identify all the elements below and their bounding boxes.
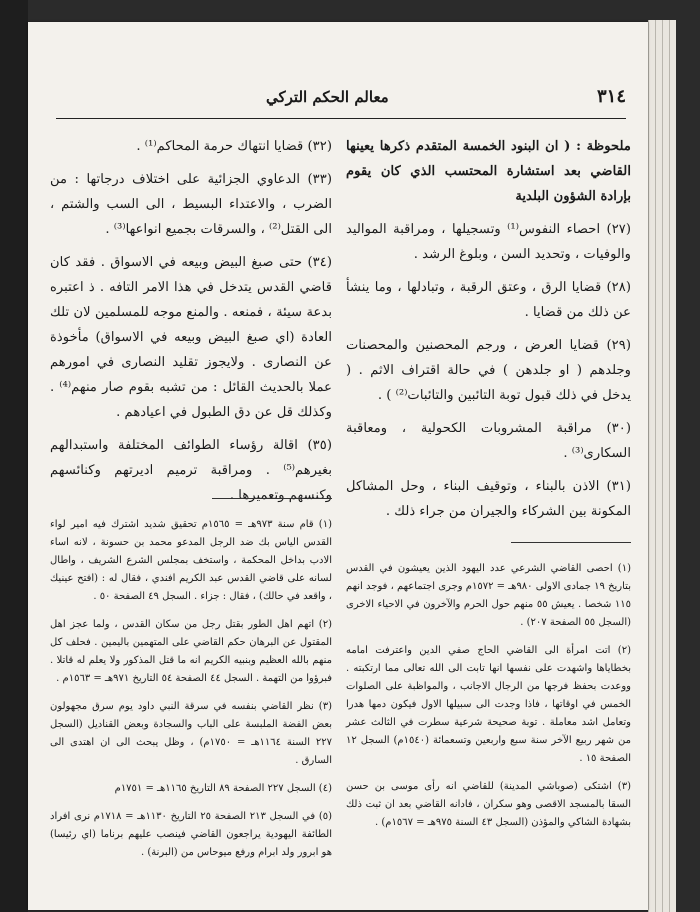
footnote-rule — [212, 498, 332, 499]
list-item: (٢٨) قضايا الرق ، وعتق الرقبة ، وتبادلها ، وما ينشأ عن ذلك من قضايا . — [346, 280, 631, 320]
left-footnotes — [50, 506, 332, 864]
footnote: (٢) اتت امرأة الى القاضي الحاج صفي الدين واعترفت امامه بخطاياها واشهدت على نفسها انها تابت الى الله تعالى مما ارتكبته . ووعدت بحفظ فرجها من الرجال الاجانب ، والمواظبة على الصلوات الخمس في اوقاتها ، فاذا وجدت الى سبيلها الاول فيكون دمها هدرا وتعامل اشد معاملة . توبة صحيحة شرعية سطرت في الثالث عشر من شهر ربيع الآخر سنة سبع واربعين وتسعمائة (١٥٤٠م) السجل ١٢ الصفحة ١٥ . — [346, 645, 632, 764]
page-edges — [648, 20, 680, 912]
note-paragraph: ملحوظة : ( ان البنود الخمسة المتقدم ذكرها يعينها القاضي بعد استشارة المحتسب الذي كان يقوم بإرادة الشؤون البلدية — [346, 139, 631, 204]
scan-background — [0, 0, 28, 912]
book-page — [28, 22, 648, 910]
list-item: (٣٠) مراقبة المشروبات الكحولية ، ومعاقبة السكارى⁽³⁾ . — [346, 421, 631, 461]
right-column — [346, 134, 631, 532]
right-footnotes — [346, 550, 631, 834]
footnote-rule — [511, 542, 631, 543]
footnote: (١) احصى القاضي الشرعي عدد اليهود الذين يعيشون في القدس بتاريخ ١٩ جمادى الاولى ٩٨٠هـ = ١٥٧٢م وجرى اجتماعهم ، فوجد انهم ١١٥ شخصا . يعيش ٥٥ منهم حول الحرم والآخرون في الاحياء الاخرى (السجل ٥٥ الصفحة ٢٠٧) . — [346, 563, 632, 628]
list-item: (٣٢) قضايا انتهاك حرمة المحاكم⁽¹⁾ . — [136, 139, 332, 154]
footnote: (٤) السجل ٢٢٧ الصفحة ٨٩ التاريخ ١١٦٥هـ = ١٧٥١م — [114, 783, 332, 794]
list-item: (٣١) الاذن بالبناء ، وتوقيف البناء ، وحل المشاكل المكونة بين الشركاء والجيران من جراء ذلك . — [346, 479, 631, 519]
list-item: (٢٩) قضايا العرض ، ورجم المحصنين والمحصنات وجلدهم ( او جلدهن ) في حالة اقتراف الاثم . ( يدخل في ذلك قبول توبة التائبين والتائبات⁽²⁾ ) . — [346, 338, 631, 403]
left-column — [50, 134, 332, 516]
list-item: (٣٣) الدعاوي الجزائية على اختلاف درجاتها : من الضرب ، والاعتداء البسيط ، الى السب والشتم ، الى القتل⁽²⁾ ، والسرقات بجميع انواعها⁽³⁾ . — [50, 172, 332, 237]
footnote: (٥) في السجل ٢١٣ الصفحة ٢٥ التاريخ ١١٣٠هـ = ١٧١٨م نرى افراد الطائفة اليهودية يراجعون القاضي فينصب عليهم برناما (اي رئيسا) هو ابرور ولد ابرام ورفع ميوحاس من (البرنة) . — [50, 811, 332, 858]
footnote: (٣) نظر القاضي بنفسه في سرقة النبي داود يوم سرق مجهولون بعض الفضة الملبسة على الباب والسجادة وبعض القناديل (السجل ٢٢٧ السنة ١١٦٤هـ = ١٧٥٠م) ، وظل يبحث الى ان اهتدى الى السارق . — [50, 701, 332, 766]
footnote: (٢) اتهم اهل الطور بقتل رجل من سكان القدس ، ولما عجز اهل المقتول عن البرهان حكم القاضي على المتهمين باليمين . فحلف كل منهم بالله العظيم وبنبيه الكريم انه ما قتل المذكور ولا يعلم له قاتلا . فبرؤوا من التهمة . السجل ٤٤ الصفحة ٥٤ التاريخ ٩٧١هـ = ١٥٦٣م . — [50, 619, 332, 684]
list-item: (٢٧) احصاء النفوس⁽¹⁾ وتسجيلها ، ومراقبة المواليد والوفيات ، وتحديد السن ، وبلوغ الرشد . — [346, 222, 632, 262]
list-item: (٣٥) اقالة رؤساء الطوائف المختلفة واستبدالهم بغيرهم⁽⁵⁾ . ومراقبة ترميم اديرتهم وكنائسهم وكنسهم وتعميرها . — [50, 438, 332, 503]
list-item: (٣٤) حتى صبغ البيض وبيعه في الاسواق . فقد كان قاضي القدس يتدخل في هذا الامر التافه . ذ اعتبره بدعة سيئة ، فمنعه . والمنع موجه للمسلمين لان تلك العادة (اي صبغ البيض وبيعه في الاسواق) مأخوذة عن النصارى . ولايجوز تقليد النصارى في امورهم عملا بالحديث القائل : من تشبه بقوم صار منهم⁽⁴⁾ . وكذلك قل عن دق الطبول في اعيادهم . — [50, 255, 332, 420]
running-title: معالم الحكم التركي — [266, 88, 389, 106]
footnote: (٣) اشتكى (صوباشي المدينة) للقاضي انه رأى موسى بن حسن السقا بالمسجد الاقصى وهو سكران ، فادانه القاضي بعد ان ثبت ذلك بشهادة الشاكي والمؤذن (السجل ٤٣ السنة ٩٧٥هـ = ١٥٦٧م) . — [346, 781, 631, 828]
page-number: ٣١٤ — [596, 86, 626, 107]
page-header — [56, 80, 626, 119]
footnote: (١) قام سنة ٩٧٣هـ = ١٥٦٥م تحقيق شديد اشترك فيه امير لواء القدس الياس بك ضد الرجل المدعو محمد بن حسونة ، لانه اساء الادب بداخل المحكمة ، واستخف بمجلس الشرع الشريف ، واطال لسانه على قاضي القدس عبد الكريم افندي ، فقال له : (افتح عينيك ، واقعد في حالك) ، فقال : جزاء . السجل ٤٩ الصفحة ٥٠ . — [50, 519, 332, 602]
